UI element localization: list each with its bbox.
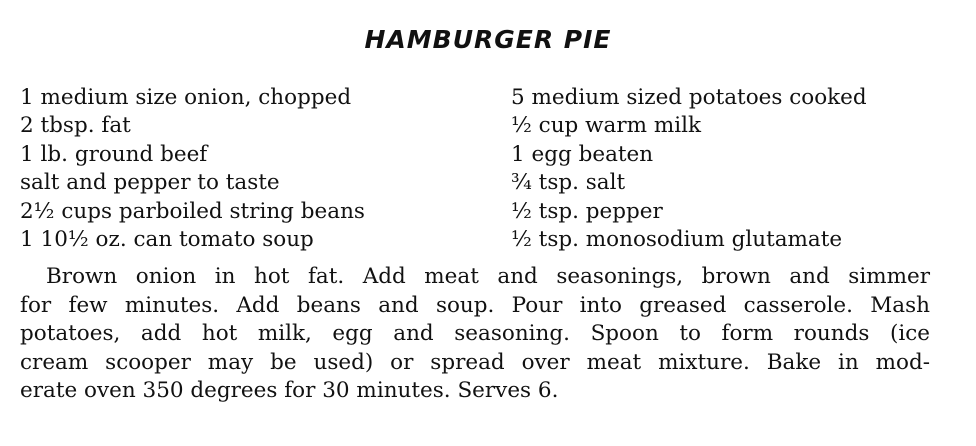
directions-line: for few minutes. Add beans and soup. Pour into greased casserole. Mash xyxy=(20,292,930,318)
ingredient-item: ½ tsp. pepper xyxy=(511,198,663,224)
directions-line: Brown onion in hot fat. Add meat and seasonings, brown and simmer xyxy=(46,264,930,289)
ingredient-item: 1 medium size onion, chopped xyxy=(20,85,352,110)
ingredient-item: salt and pepper to taste xyxy=(20,170,280,196)
ingredient-item: 1 10½ oz. can tomato soup xyxy=(20,226,314,252)
recipe-title: HAMBURGER PIE xyxy=(364,25,612,54)
ingredient-item: ½ cup warm milk xyxy=(511,113,702,139)
ingredients-right-column xyxy=(511,84,971,254)
ingredient-item: 2 tbsp. fat xyxy=(20,113,131,139)
directions-line: cream scooper may be used) or spread over meat mixture. Bake in mod- xyxy=(20,349,930,375)
directions-line: erate oven 350 degrees for 30 minutes. Serves 6. xyxy=(20,378,559,404)
ingredients-left-column xyxy=(20,84,490,254)
ingredient-item: 1 egg beaten xyxy=(511,141,654,167)
directions-line: potatoes, add hot milk, egg and seasoning. Spoon to form rounds (ice xyxy=(20,321,930,347)
ingredient-item: ¾ tsp. salt xyxy=(511,170,626,196)
ingredient-item: 5 medium sized potatoes cooked xyxy=(511,85,867,110)
ingredient-item: ½ tsp. monosodium glutamate xyxy=(511,226,843,252)
ingredient-item: 2½ cups parboiled string beans xyxy=(20,198,365,224)
ingredient-item: 1 lb. ground beef xyxy=(20,141,208,167)
recipe-directions xyxy=(20,263,930,406)
